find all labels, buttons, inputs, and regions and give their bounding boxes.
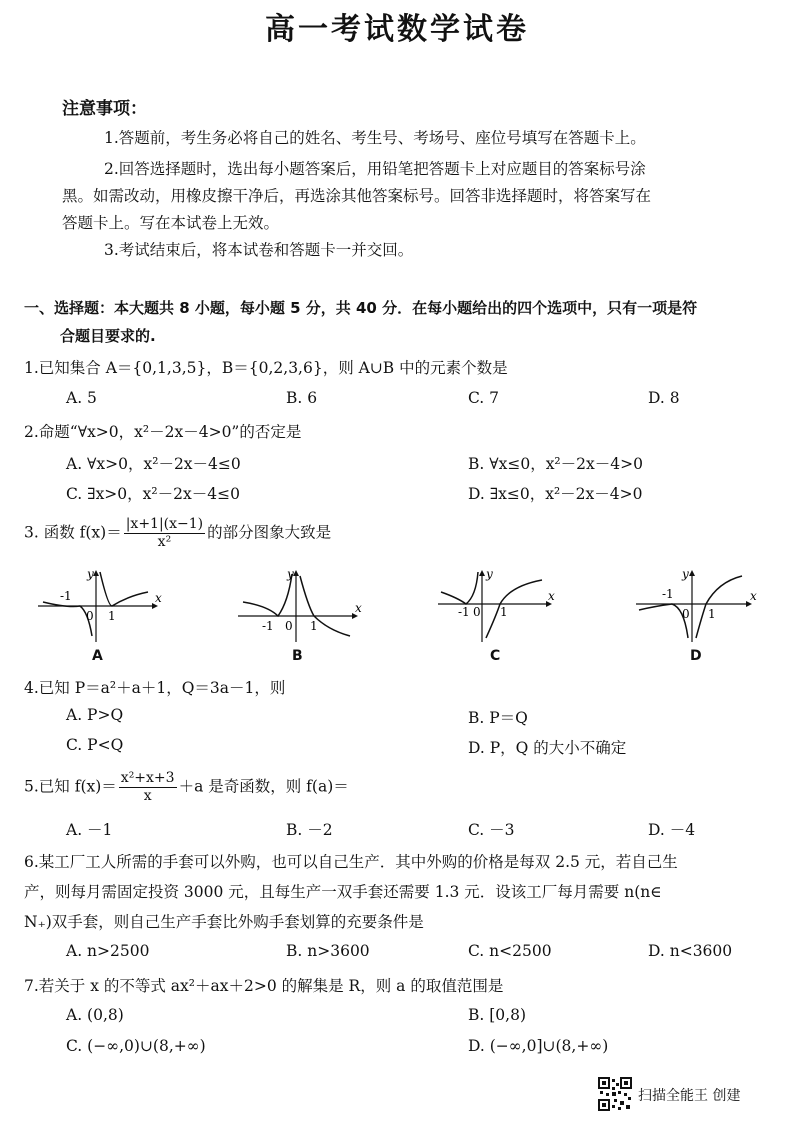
graph-d-y-label: y	[682, 567, 689, 581]
graph-b-y-label: y	[287, 567, 294, 581]
graph-a-x-label: x	[155, 591, 162, 605]
notice-line-4: 答题卡上。写在本试卷上无效。	[62, 214, 280, 232]
graph-a-right-branch	[100, 572, 148, 606]
q3-graph-d-label: D	[690, 648, 702, 664]
q5-denominator: x	[143, 788, 152, 804]
q2-stem: 2.命题“∀x>0，x²－2x－4>0”的否定是	[24, 423, 302, 441]
graph-b-y-arrow	[293, 570, 299, 576]
scanner-footer	[598, 1077, 778, 1113]
q2-option-c: C. ∃x>0，x²－2x－4≤0	[66, 485, 240, 503]
graph-a-origin: 0	[86, 609, 94, 623]
graph-d-neg-one: -1	[662, 587, 674, 601]
q7-option-a: A. (0,8)	[66, 1006, 124, 1024]
q6-option-b: B. n>3600	[286, 942, 370, 960]
notice-heading: 注意事项：	[62, 99, 147, 119]
q5-stem	[24, 770, 349, 805]
notice-line-5: 3.考试结束后，将本试卷和答题卡一并交回。	[104, 241, 414, 259]
q1-option-c: C. 7	[468, 389, 500, 407]
q5-option-c: C. －3	[468, 821, 515, 839]
graph-d-left-branch	[639, 604, 688, 638]
graph-d-origin: 0	[682, 607, 690, 621]
graph-c-origin: 0	[473, 605, 481, 619]
q4-option-c: C. P<Q	[66, 736, 124, 754]
q1-option-a: A. 5	[66, 389, 97, 407]
q1-option-b: B. 6	[286, 389, 318, 407]
q7-stem: 7.若关于 x 的不等式 ax²＋ax＋2>0 的解集是 R，则 a 的取值范围是	[24, 977, 504, 995]
q4-option-b: B. P＝Q	[468, 709, 528, 727]
q3-graph-b-label: B	[292, 648, 303, 664]
section-heading: 一、选择题：本大题共 8 小题，每小题 5 分，共 40 分．在每小题给出的四个选项中，只有一项是符	[24, 299, 698, 317]
q4-stem: 4.已知 P＝a²＋a＋1，Q＝3a－1，则	[24, 679, 286, 697]
q3-fraction	[124, 516, 205, 551]
q3-graph-c-label: C	[490, 648, 501, 664]
q6-option-d: D. n<3600	[648, 942, 733, 960]
q5-option-b: B. －2	[286, 821, 333, 839]
graph-c-x-label: x	[548, 589, 555, 603]
q2-option-b: B. ∀x≤0，x²－2x－4>0	[468, 455, 643, 473]
graph-a-y-label: y	[87, 567, 94, 581]
qr-code-icon	[598, 1077, 632, 1111]
notice-line-3: 黑。如需改动，用橡皮擦干净后，再选涂其他答案标号。回答非选择题时，将答案写在	[62, 187, 652, 205]
q4-option-d: D. P，Q 的大小不确定	[468, 739, 627, 757]
q7-option-c: C. (−∞,0)∪(8,+∞)	[66, 1037, 206, 1055]
notice-line-1: 1.答题前，考生务必将自己的姓名、考生号、考场号、座位号填写在答题卡上。	[104, 129, 646, 147]
q5-numerator: x²+x+3	[120, 770, 175, 786]
q6-line-2: 产，则每月需固定投资 3000 元，且每生产一双手套还需要 1.3 元．设该工厂每月需要 n(n∈	[24, 883, 662, 901]
graph-b-origin: 0	[285, 619, 293, 633]
q7-option-b: B. [0,8)	[468, 1006, 526, 1024]
scanner-footer-text: 扫描全能王 创建	[638, 1088, 741, 1104]
graph-b-x-label: x	[355, 601, 362, 615]
graph-b-left-branch	[243, 574, 292, 616]
q1-stem: 1.已知集合 A＝{0,1,3,5}，B＝{0,2,3,6}，则 A∪B 中的元素个数是	[24, 359, 508, 377]
graph-d-right-branch	[696, 576, 742, 638]
q5-stem-prefix: 5.已知 f(x)＝	[24, 777, 117, 796]
q4-option-a: A. P>Q	[66, 706, 124, 724]
graph-c-y-label: y	[486, 567, 493, 581]
graph-c-right-branch	[486, 580, 542, 638]
q6-line-3: N₊)双手套，则自己生产手套比外购手套划算的充要条件是	[24, 913, 424, 931]
graph-c-left-branch	[441, 572, 478, 604]
graph-c-one: 1	[500, 605, 508, 619]
q3-graph-a-label: A	[92, 648, 103, 664]
q3-graph-d	[636, 566, 761, 644]
q3-denominator: x²	[157, 534, 172, 550]
graph-d-y-arrow	[689, 570, 695, 576]
q3-graph-c	[438, 566, 563, 644]
q5-fraction	[119, 770, 177, 805]
graph-d-one: 1	[708, 607, 716, 621]
q2-option-a: A. ∀x>0，x²－2x－4≤0	[66, 455, 241, 473]
q3-graph-a	[38, 566, 163, 644]
q3-stem	[24, 516, 331, 551]
q6-option-c: C. n<2500	[468, 942, 552, 960]
q7-option-d: D. (−∞,0]∪(8,+∞)	[468, 1037, 609, 1055]
q3-stem-prefix: 3. 函数 f(x)＝	[24, 523, 122, 542]
graph-c-neg-one: -1	[458, 605, 470, 619]
q3-stem-suffix: 的部分图象大致是	[207, 523, 332, 542]
graph-a-one: 1	[108, 609, 116, 623]
graph-a-left-branch	[43, 602, 92, 636]
q2-option-d: D. ∃x≤0，x²－2x－4>0	[468, 485, 643, 503]
graph-c-y-arrow	[479, 570, 485, 576]
graph-a-y-arrow	[93, 570, 99, 576]
graph-b-one: 1	[310, 619, 318, 633]
graph-b-right-branch	[300, 576, 350, 636]
section-heading-cont: 合题目要求的.	[60, 327, 156, 345]
q1-option-d: D. 8	[648, 389, 680, 407]
q5-option-a: A. －1	[66, 821, 113, 839]
q5-option-d: D. －4	[648, 821, 696, 839]
q6-option-a: A. n>2500	[66, 942, 150, 960]
graph-d-x-label: x	[750, 589, 757, 603]
graph-b-neg-one: -1	[262, 619, 274, 633]
exam-title: 高一考试数学试卷	[265, 12, 529, 47]
q5-stem-suffix: ＋a 是奇函数，则 f(a)＝	[178, 777, 349, 796]
q3-graph-b	[238, 566, 363, 644]
q6-line-1: 6.某工厂工人所需的手套可以外购，也可以自己生产．其中外购的价格是每双 2.5 元，若自己生	[24, 853, 678, 871]
q3-numerator: |x+1|(x−1)	[125, 516, 204, 532]
notice-line-2: 2.回答选择题时，选出每小题答案后，用铅笔把答题卡上对应题目的答案标号涂	[104, 160, 646, 178]
graph-a-neg-one: -1	[60, 589, 72, 603]
